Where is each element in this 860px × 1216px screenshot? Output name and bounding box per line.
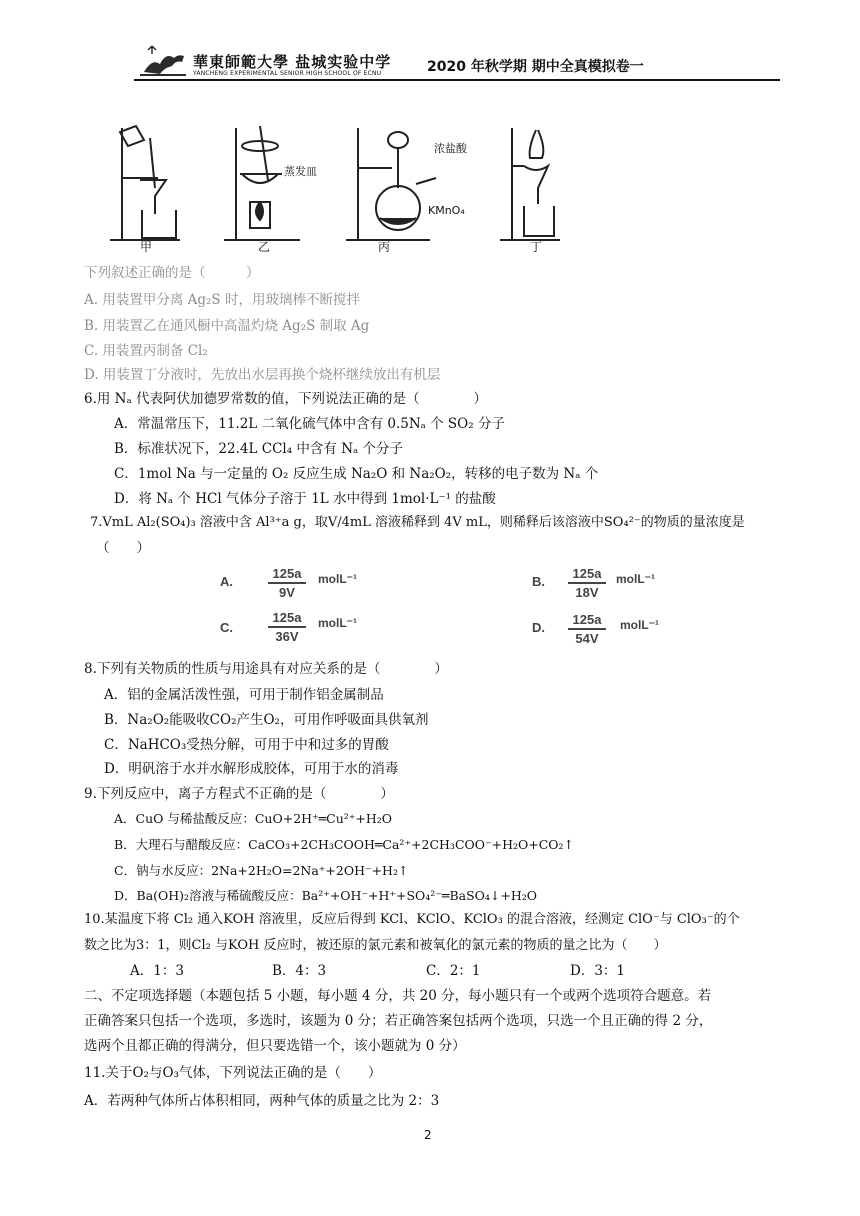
q6-option-c: C．1mol Na 与一定量的 O₂ 反应生成 Na₂O 和 Na₂O₂，转移的电子数为 Nₐ 个 — [114, 466, 599, 482]
figure-label-bing: 丙 — [378, 240, 391, 254]
q5-option-b: B. 用装置乙在通风橱中高温灼烧 Ag₂S 制取 Ag — [84, 318, 370, 334]
q7-option-b-denominator: 18V — [575, 584, 599, 600]
q7-option-a-unit: molL⁻¹ — [318, 572, 357, 586]
q10-option-c: C．2：1 — [426, 963, 481, 979]
q9-option-d: D．Ba(OH)₂溶液与稀硫酸反应：Ba²⁺+OH⁻+H⁺+SO₄²⁻═BaSO₄↓+H₂O — [114, 888, 538, 903]
apparatus-figure — [100, 118, 560, 258]
q6-option-b: B．标准状况下，22.4L CCl₄ 中含有 Nₐ 个分子 — [114, 441, 404, 457]
q7-option-c-fraction — [268, 610, 306, 644]
page-number: 2 — [424, 1128, 432, 1142]
q7-option-d-numerator: 125a — [572, 612, 602, 627]
q7-option-a-numerator: 125a — [272, 566, 302, 581]
q7-option-c-numerator: 125a — [272, 610, 302, 625]
figure-label-ding: 丁 — [530, 240, 543, 254]
q7-option-a-denominator: 9V — [279, 584, 295, 600]
exam-title: 2020 年秋学期 期中全真模拟卷一 — [427, 59, 644, 75]
q7-option-c-letter: C. — [220, 620, 233, 635]
q9-option-b: B．大理石与醋酸反应：CaCO₃+2CH₃COOH═Ca²⁺+2CH₃COO⁻+H₂O+CO₂↑ — [114, 837, 575, 852]
q6-stem: 6.用 Nₐ 代表阿伏加德罗常数的值，下列说法正确的是（ ） — [84, 391, 487, 407]
q5-option-d: D. 用装置丁分液时，先放出水层再换个烧杯继续放出有机层 — [84, 367, 441, 383]
q5-option-a: A. 用装置甲分离 Ag₂S 时，用玻璃棒不断搅拌 — [84, 292, 360, 308]
annotation-conc-hcl: 浓盐酸 — [434, 142, 467, 155]
fraction-bar — [568, 628, 606, 630]
q7-option-d-letter: D. — [532, 620, 545, 635]
q11-option-a: A．若两种气体所占体积相同，两种气体的质量之比为 2：3 — [84, 1093, 440, 1109]
q8-option-a: A．铝的金属活泼性强，可用于制作铝金属制品 — [104, 687, 384, 703]
school-logo — [138, 44, 188, 78]
q6-option-a: A．常温常压下，11.2L 二氧化硫气体中含有 0.5Nₐ 个 SO₂ 分子 — [114, 416, 505, 432]
q5-option-c: C. 用装置丙制备 Cl₂ — [84, 343, 208, 359]
q7-option-c-unit: molL⁻¹ — [318, 616, 357, 630]
q7-option-b-fraction — [568, 566, 606, 600]
figure-label-yi: 乙 — [258, 240, 271, 254]
section-2-instructions-line-1: 二、不定项选择题（本题包括 5 小题，每小题 4 分，共 20 分，每小题只有一个或两个选项符合题意。若 — [84, 988, 712, 1004]
q9-option-a: A．CuO 与稀盐酸反应：CuO+2H⁺═Cu²⁺+H₂O — [114, 811, 393, 826]
annotation-evaporating-dish: 蒸发皿 — [284, 165, 317, 178]
q7-option-d-fraction — [568, 612, 606, 646]
fraction-bar — [268, 582, 306, 584]
figure-label-jia: 甲 — [140, 240, 153, 254]
section-2-instructions-line-2: 正确答案只包括一个选项，多选时，该题为 0 分；若正确答案包括两个选项，只选一个且正确的得 2 分， — [84, 1013, 713, 1029]
q10-option-a: A．1：3 — [130, 963, 184, 979]
q7-option-b-letter: B. — [532, 574, 545, 589]
q7-option-b-unit: molL⁻¹ — [616, 572, 655, 586]
q7-option-d-unit: molL⁻¹ — [620, 618, 659, 632]
section-2-instructions-line-3: 选两个且都正确的得满分，但只要选错一个，该小题就为 0 分） — [84, 1038, 466, 1054]
q8-option-b: B．Na₂O₂能吸收CO₂产生O₂，可用作呼吸面具供氧剂 — [104, 712, 429, 728]
school-name-cn: 華東師範大學 盐城实验中学 — [193, 53, 392, 71]
q9-stem: 9.下列反应中，离子方程式不正确的是（ ） — [84, 786, 394, 802]
q11-stem: 11.关于O₂与O₃气体，下列说法正确的是（ ） — [84, 1065, 382, 1081]
q10-line-2: 数之比为3：1，则Cl₂ 与KOH 反应时，被还原的氯元素和被氧化的氯元素的物质的量之比为（ ） — [84, 938, 667, 953]
q9-option-c: C．钠与水反应：2Na+2H₂O=2Na⁺+2OH⁻+H₂↑ — [114, 863, 409, 878]
q7-option-a-letter: A. — [220, 574, 233, 589]
header-divider — [134, 79, 780, 81]
q7-paren: （ ） — [96, 540, 150, 556]
q8-option-d: D．明矾溶于水并水解形成胶体，可用于水的消毒 — [104, 761, 399, 777]
q8-option-c: C．NaHCO₃受热分解，可用于中和过多的胃酸 — [104, 737, 389, 753]
annotation-kmno4: KMnO₄ — [428, 204, 465, 217]
fraction-bar — [568, 582, 606, 584]
q10-line-1: 10.某温度下将 Cl₂ 通入KOH 溶液里，反应后得到 KCl、KClO、KClO₃ 的混合溶液，经测定 ClO⁻与 ClO₃⁻的个 — [84, 912, 740, 927]
q8-stem: 8.下列有关物质的性质与用途具有对应关系的是（ ） — [84, 661, 448, 677]
q7-option-c-denominator: 36V — [275, 628, 299, 644]
q10-option-b: B．4：3 — [272, 963, 327, 979]
fraction-bar — [268, 626, 306, 628]
q7-option-d-denominator: 54V — [575, 630, 599, 646]
q7-option-a-fraction — [268, 566, 306, 600]
school-name-en: YANCHENG EXPERIMENTAL SENIOR HIGH SCHOOL OF ECNU — [193, 70, 382, 77]
q5-stem: 下列叙述正确的是（ ） — [84, 265, 260, 281]
q7-option-b-numerator: 125a — [572, 566, 602, 581]
q10-option-d: D．3：1 — [570, 963, 626, 979]
q7-stem: 7.VmL Al₂(SO₄)₃ 溶液中含 Al³⁺a g，取V/4mL 溶液稀释到 4V mL，则稀释后该溶液中SO₄²⁻的物质的量浓度是 — [90, 515, 745, 530]
q6-option-d: D．将 Nₐ 个 HCl 气体分子溶于 1L 水中得到 1mol·L⁻¹ 的盐酸 — [114, 491, 496, 507]
